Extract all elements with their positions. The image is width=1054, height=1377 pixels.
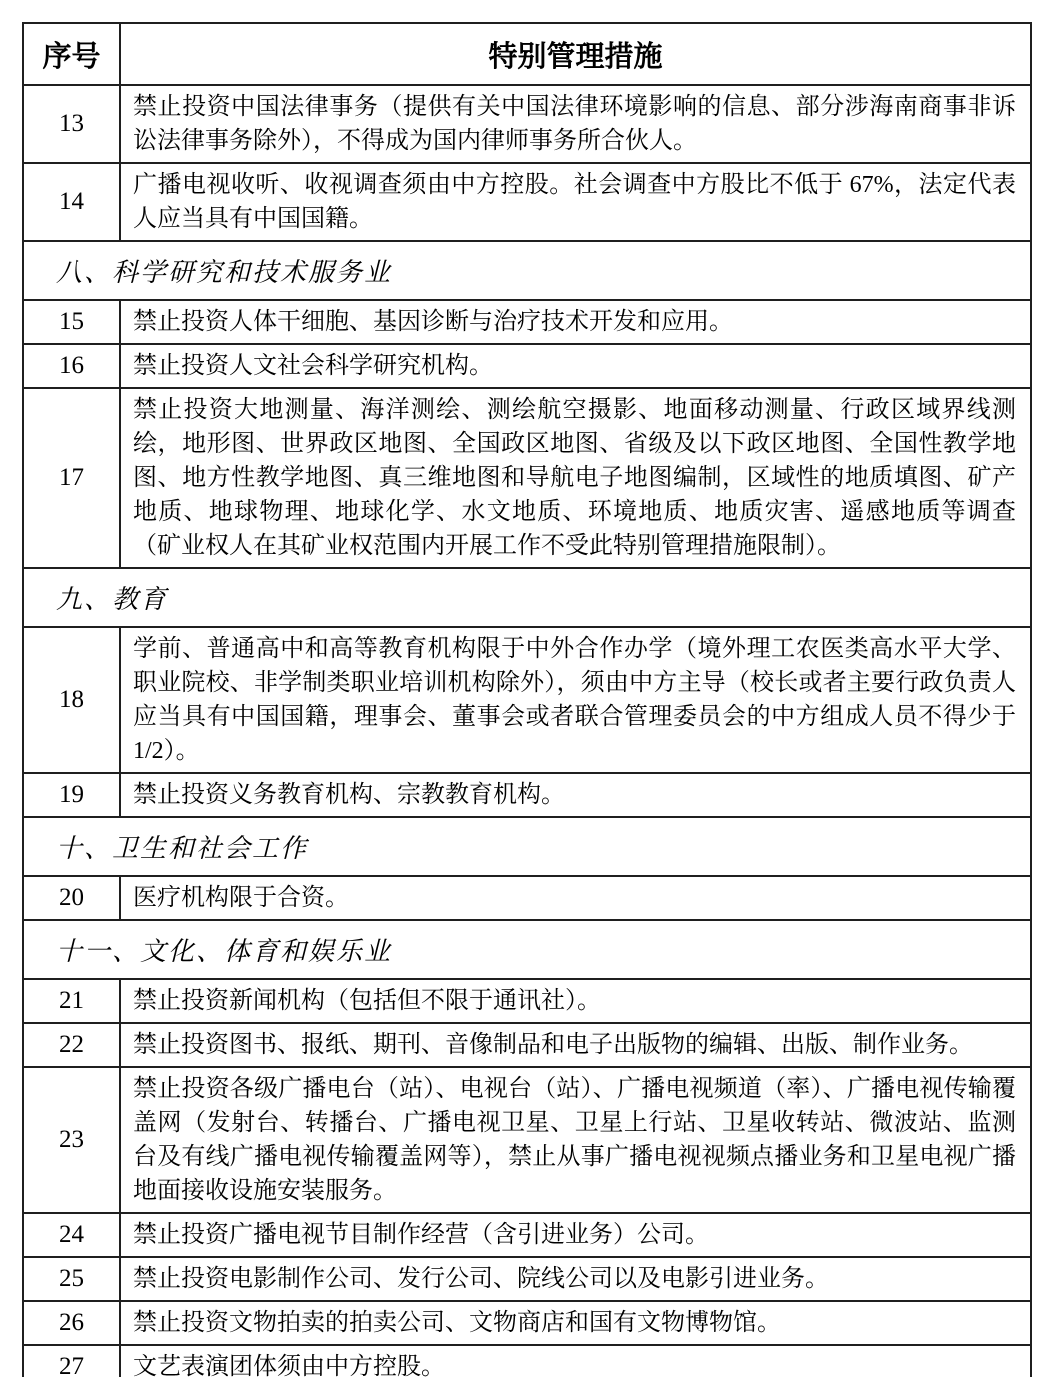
measure-text: 禁止投资图书、报纸、期刊、音像制品和电子出版物的编辑、出版、制作业务。 bbox=[120, 1023, 1031, 1067]
row-number: 24 bbox=[23, 1213, 120, 1257]
row-number: 17 bbox=[23, 388, 120, 568]
row-number: 21 bbox=[23, 979, 120, 1023]
section-title: 十一、文化、体育和娱乐业 bbox=[23, 920, 1031, 979]
section-header-row bbox=[23, 568, 1031, 627]
row-number: 23 bbox=[23, 1067, 120, 1213]
measure-text: 禁止投资中国法律事务（提供有关中国法律环境影响的信息、部分涉海南商事非诉讼法律事务除外），不得成为国内律师事务所合伙人。 bbox=[120, 85, 1031, 163]
table-row bbox=[23, 163, 1031, 241]
row-number: 16 bbox=[23, 344, 120, 388]
row-number: 15 bbox=[23, 300, 120, 344]
table-header-row bbox=[23, 23, 1031, 85]
table-row bbox=[23, 344, 1031, 388]
section-title: 十、卫生和社会工作 bbox=[23, 817, 1031, 876]
section-title: 九、教育 bbox=[23, 568, 1031, 627]
row-number: 14 bbox=[23, 163, 120, 241]
measure-text: 文艺表演团体须由中方控股。 bbox=[120, 1345, 1031, 1377]
table-row bbox=[23, 979, 1031, 1023]
table-row bbox=[23, 876, 1031, 920]
table-row bbox=[23, 773, 1031, 817]
row-number: 19 bbox=[23, 773, 120, 817]
measure-text: 禁止投资人文社会科学研究机构。 bbox=[120, 344, 1031, 388]
column-header-serial-number: 序号 bbox=[23, 23, 120, 85]
measure-text: 禁止投资文物拍卖的拍卖公司、文物商店和国有文物博物馆。 bbox=[120, 1301, 1031, 1345]
table-row bbox=[23, 1023, 1031, 1067]
table-row bbox=[23, 1067, 1031, 1213]
measure-text: 禁止投资人体干细胞、基因诊断与治疗技术开发和应用。 bbox=[120, 300, 1031, 344]
row-number: 13 bbox=[23, 85, 120, 163]
row-number: 26 bbox=[23, 1301, 120, 1345]
table-row bbox=[23, 300, 1031, 344]
section-header-row bbox=[23, 920, 1031, 979]
column-header-special-measures: 特别管理措施 bbox=[120, 23, 1031, 85]
row-number: 25 bbox=[23, 1257, 120, 1301]
row-number: 20 bbox=[23, 876, 120, 920]
table-row bbox=[23, 388, 1031, 568]
measure-text: 禁止投资电影制作公司、发行公司、院线公司以及电影引进业务。 bbox=[120, 1257, 1031, 1301]
measure-text: 禁止投资义务教育机构、宗教教育机构。 bbox=[120, 773, 1031, 817]
measure-text: 医疗机构限于合资。 bbox=[120, 876, 1031, 920]
measure-text: 禁止投资各级广播电台（站）、电视台（站）、广播电视频道（率）、广播电视传输覆盖网（发射台、转播台、广播电视卫星、卫星上行站、卫星收转站、微波站、监测台及有线广播电视传输覆盖网等），禁止从事广播电视视频点播业务和卫星电视广播地面接收设施安装服务。 bbox=[120, 1067, 1031, 1213]
row-number: 18 bbox=[23, 627, 120, 773]
table-row bbox=[23, 627, 1031, 773]
table-row bbox=[23, 85, 1031, 163]
table-row bbox=[23, 1257, 1031, 1301]
measure-text: 学前、普通高中和高等教育机构限于中外合作办学（境外理工农医类高水平大学、职业院校、非学制类职业培训机构除外），须由中方主导（校长或者主要行政负责人应当具有中国国籍，理事会、董事会或者联合管理委员会的中方组成人员不得少于 1/2）。 bbox=[120, 627, 1031, 773]
row-number: 22 bbox=[23, 1023, 120, 1067]
special-measures-table bbox=[22, 22, 1032, 1377]
section-title: 八、科学研究和技术服务业 bbox=[23, 241, 1031, 300]
measure-text: 禁止投资大地测量、海洋测绘、测绘航空摄影、地面移动测量、行政区域界线测绘，地形图、世界政区地图、全国政区地图、省级及以下政区地图、全国性教学地图、地方性教学地图、真三维地图和导航电子地图编制，区域性的地质填图、矿产地质、地球物理、地球化学、水文地质、环境地质、地质灾害、遥感地质等调查（矿业权人在其矿业权范围内开展工作不受此特别管理措施限制）。 bbox=[120, 388, 1031, 568]
table-row bbox=[23, 1213, 1031, 1257]
row-number: 27 bbox=[23, 1345, 120, 1377]
table-row bbox=[23, 1301, 1031, 1345]
measure-text: 广播电视收听、收视调查须由中方控股。社会调查中方股比不低于 67%，法定代表人应当具有中国国籍。 bbox=[120, 163, 1031, 241]
section-header-row bbox=[23, 241, 1031, 300]
measure-text: 禁止投资广播电视节目制作经营（含引进业务）公司。 bbox=[120, 1213, 1031, 1257]
measure-text: 禁止投资新闻机构（包括但不限于通讯社）。 bbox=[120, 979, 1031, 1023]
table-row bbox=[23, 1345, 1031, 1377]
section-header-row bbox=[23, 817, 1031, 876]
